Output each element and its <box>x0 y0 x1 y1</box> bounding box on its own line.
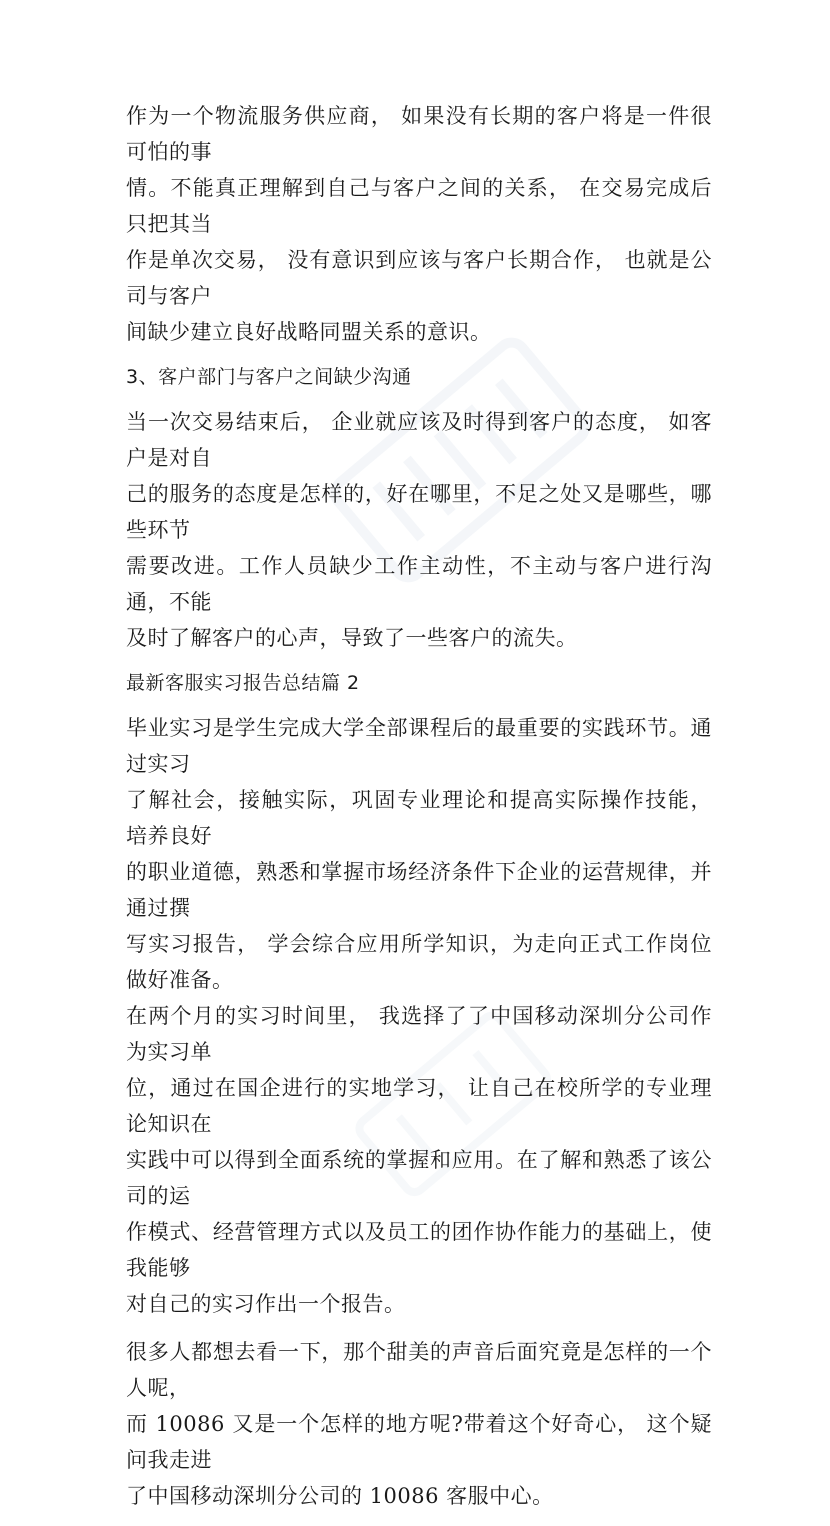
text-line: 作是单次交易， 没有意识到应该与客户长期合作， 也就是公司与客户 <box>126 248 712 308</box>
text-line: 及时了解客户的心声，导致了一些客户的流失。 <box>126 626 578 650</box>
text-line: 当一次交易结束后， 企业就应该及时得到客户的态度， 如客户是对自 <box>126 410 712 470</box>
text-line: 了解社会，接触实际，巩固专业理论和提高实际操作技能， 培养良好 <box>126 788 712 848</box>
text-line: 写实习报告， 学会综合应用所学知识，为走向正式工作岗位做好准备。 <box>126 932 712 992</box>
paragraph-10086-curiosity <box>126 1334 712 1514</box>
text-line: 己的服务的态度是怎样的，好在哪里，不足之处又是哪些，哪些环节 <box>126 482 712 542</box>
text-line: 毕业实习是学生完成大学全部课程后的最重要的实践环节。通过实习 <box>126 716 712 776</box>
paragraph-logistics-customers <box>126 98 712 350</box>
paragraph-customer-feedback <box>126 404 712 656</box>
text-line: 作模式、经营管理方式以及员工的团作协作能力的基础上，使我能够 <box>126 1220 712 1280</box>
text-line: 对自己的实习作出一个报告。 <box>126 1292 406 1316</box>
text-line: 间缺少建立良好战略同盟关系的意识。 <box>126 320 492 344</box>
text-line: 而 10086 又是一个怎样的地方呢?带着这个好奇心， 这个疑问我走进 <box>126 1412 712 1472</box>
text-line: 需要改进。工作人员缺少工作主动性，不主动与客户进行沟通，不能 <box>126 554 712 614</box>
text-line: 很多人都想去看一下，那个甜美的声音后面究竟是怎样的一个人呢， <box>126 1340 712 1400</box>
text-line: 了中国移动深圳分公司的 10086 客服中心。 <box>126 1484 554 1508</box>
paragraph-internship-intro <box>126 710 712 1322</box>
text-line: 作为一个物流服务供应商， 如果没有长期的客户将是一件很可怕的事 <box>126 104 712 164</box>
section-heading-report-2: 最新客服实习报告总结篇 2 <box>126 672 360 694</box>
text-line: 位，通过在国企进行的实地学习， 让自己在校所学的专业理论知识在 <box>126 1076 712 1136</box>
text-line: 情。不能真正理解到自己与客户之间的关系， 在交易完成后只把其当 <box>126 176 712 236</box>
text-line: 的职业道德，熟悉和掌握市场经济条件下企业的运营规律，并通过撰 <box>126 860 712 920</box>
document-body <box>126 98 712 1526</box>
text-line: 实践中可以得到全面系统的掌握和应用。在了解和熟悉了该公司的运 <box>126 1148 712 1208</box>
text-line: 在两个月的实习时间里， 我选择了了中国移动深圳分公司作为实习单 <box>126 1004 712 1064</box>
section-heading-communication: 3、客户部门与客户之间缺少沟通 <box>126 366 412 388</box>
